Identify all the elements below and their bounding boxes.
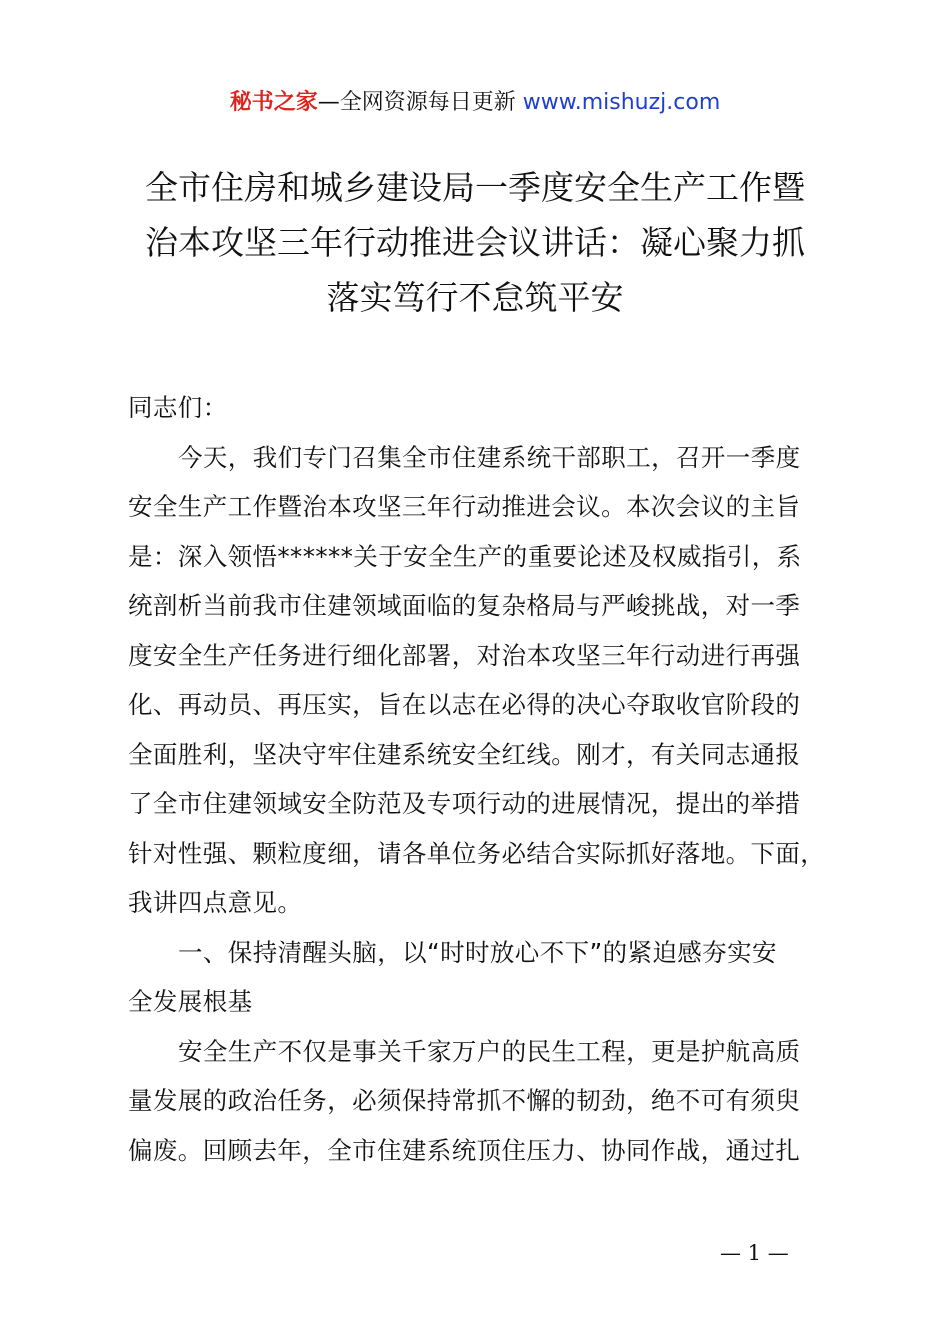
paragraph-line: 针对性强、颗粒度细，请各单位务必结合实际抓好落地。下面， xyxy=(128,838,826,868)
paragraph-line: 化、再动员、再压实，旨在以志在必得的决心夺取收官阶段的 xyxy=(128,690,801,719)
document-title xyxy=(120,160,830,325)
site-url-link[interactable]: www.mishuzj.com xyxy=(522,90,721,115)
paragraph-line: 统剖析当前我市住建领域面临的复杂格局与严峻挑战，对一季 xyxy=(128,591,801,620)
paragraph-line: 了全市住建领域安全防范及专项行动的进展情况，提出的举措 xyxy=(128,789,801,818)
paragraph-line: 度安全生产任务进行细化部署，对治本攻坚三年行动进行再强 xyxy=(128,640,801,670)
banner-slogan: —全网资源每日更新 xyxy=(317,90,523,115)
brand-name: 秘书之家 xyxy=(229,90,318,115)
title-line: 落实笃行不怠筑平安 xyxy=(326,278,624,317)
section-heading-line: 一、保持清醒头脑，以“时时放心不下”的紧迫感夯实安 xyxy=(178,937,777,967)
paragraph-line: 量发展的政治任务，必须保持常抓不懈的韧劲，绝不可有须臾 xyxy=(128,1086,801,1115)
paragraph-line: 全面胜利，坚决守牢住建系统安全红线。刚才，有关同志通报 xyxy=(128,739,801,769)
page-number: — 1 — xyxy=(720,1241,789,1265)
section-heading-line: 全发展根基 xyxy=(128,987,253,1016)
title-line: 治本攻坚三年行动推进会议讲话：凝心聚力抓 xyxy=(145,223,805,262)
paragraph-line: 今天，我们专门召集全市住建系统干部职工，召开一季度 xyxy=(178,442,801,472)
paragraph-line: 安全生产不仅是事关千家万户的民生工程，更是护航高质 xyxy=(178,1036,801,1066)
paragraph-line: 是：深入领悟******关于安全生产的重要论述及权威指引，系 xyxy=(128,541,802,571)
paragraph-line: 安全生产工作暨治本攻坚三年行动推进会议。本次会议的主旨 xyxy=(128,492,801,521)
paragraph-line: 我讲四点意见。 xyxy=(128,888,303,917)
paragraph-line: 偏废。回顾去年，全市住建系统顶住压力、协同作战，通过扎 xyxy=(128,1135,801,1165)
salutation: 同志们： xyxy=(128,393,228,422)
title-line: 全市住房和城乡建设局一季度安全生产工作暨 xyxy=(145,168,805,207)
document-body xyxy=(128,383,838,1175)
site-banner xyxy=(0,88,950,118)
